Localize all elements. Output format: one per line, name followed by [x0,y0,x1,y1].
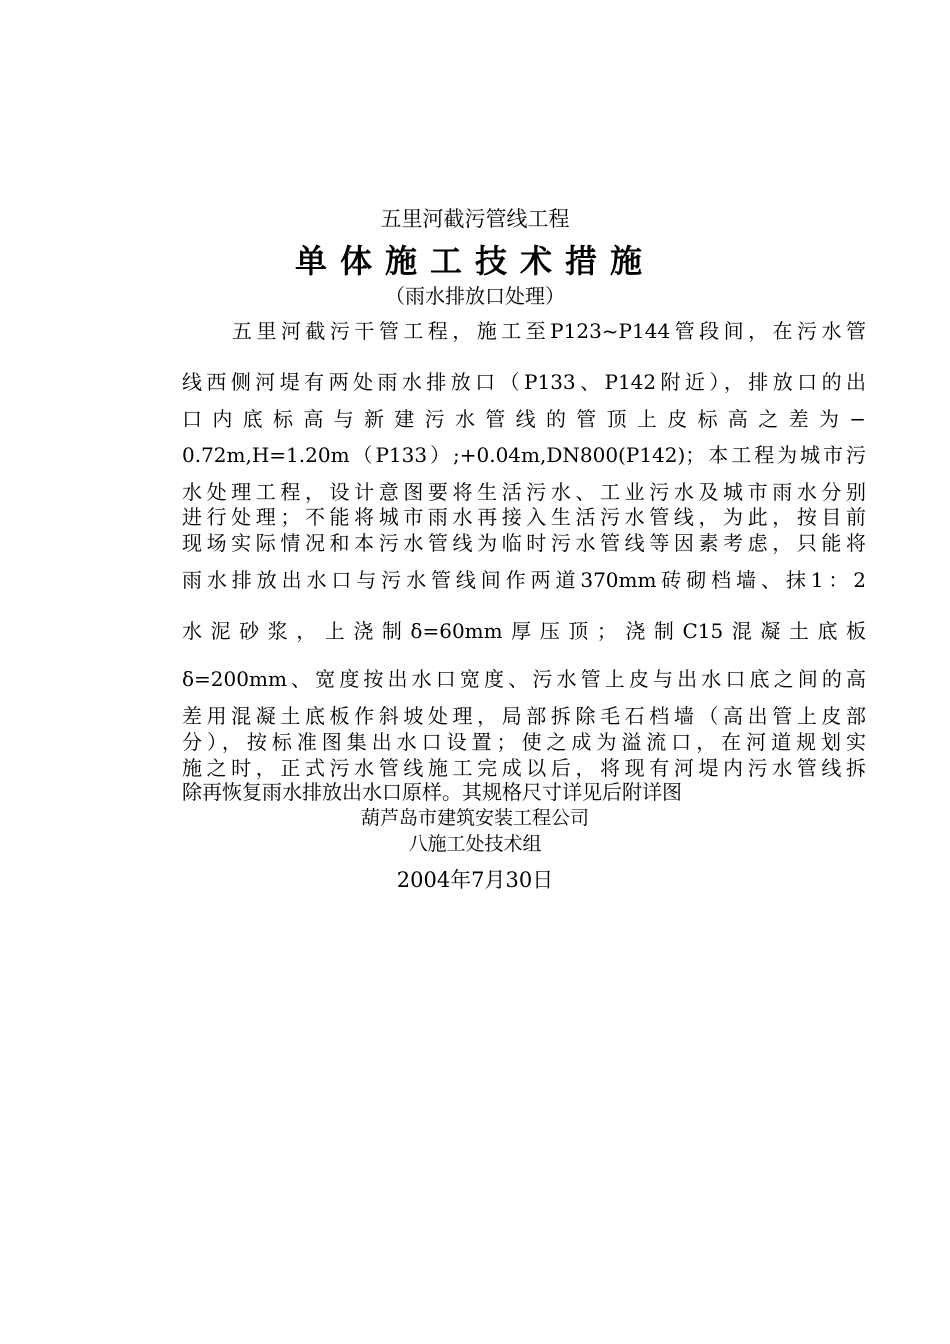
body-line: 水泥砂浆，上浇制δ=60mm厚压顶；浇制C15混凝土底板 [182,619,866,643]
body-line: 差用混凝土底板作斜坡处理，局部拆除毛石档墙（高出管上皮部 [182,704,866,728]
project-title: 五里河截污管线工程 [380,207,570,231]
company-name: 葫芦岛市建筑安装工程公司 [360,807,589,829]
document-subheading: （雨水排放口处理） [385,284,565,308]
body-line: 现场实际情况和本污水管线为临时污水管线等因素考虑，只能将 [182,531,866,555]
body-line: 五里河截污干管工程，施工至P123~P144管段间，在污水管 [232,319,866,343]
body-line: 口内底标高与新建污水管线的管顶上皮标高之差为− [182,407,866,431]
department-name: 八施工处技术组 [408,833,542,855]
body-line: 除再恢复雨水排放出水口原样。其规格尺寸详见后附详图 [182,780,682,804]
body-line: 水处理工程，设计意图要将生活污水、工业污水及城市雨水分别 [182,480,866,504]
document-heading: 单体施工技术措施 [294,242,655,280]
body-line: 进行处理；不能将城市雨水再接入生活污水管线，为此，按目前 [182,505,866,529]
document-date: 2004年7月30日 [396,868,554,892]
body-line: δ=200mm、宽度按出水口宽度、污水管上皮与出水口底之间的高 [182,667,866,691]
body-line: 施之时，正式污水管线施工完成以后，将现有河堤内污水管线拆 [182,756,866,780]
body-line: 0.72m,H=1.20m（P133）;+0.04m,DN800(P142)；本工程为城市污 [182,443,866,467]
body-line: 线西侧河堤有两处雨水排放口（P133、P142附近），排放口的出 [182,370,866,394]
body-line: 分），按标准图集出水口设置；使之成为溢流口，在河道规划实 [182,730,866,754]
body-line: 雨水排放出水口与污水管线间作两道370mm砖砌档墙、抹1：2 [182,568,866,592]
